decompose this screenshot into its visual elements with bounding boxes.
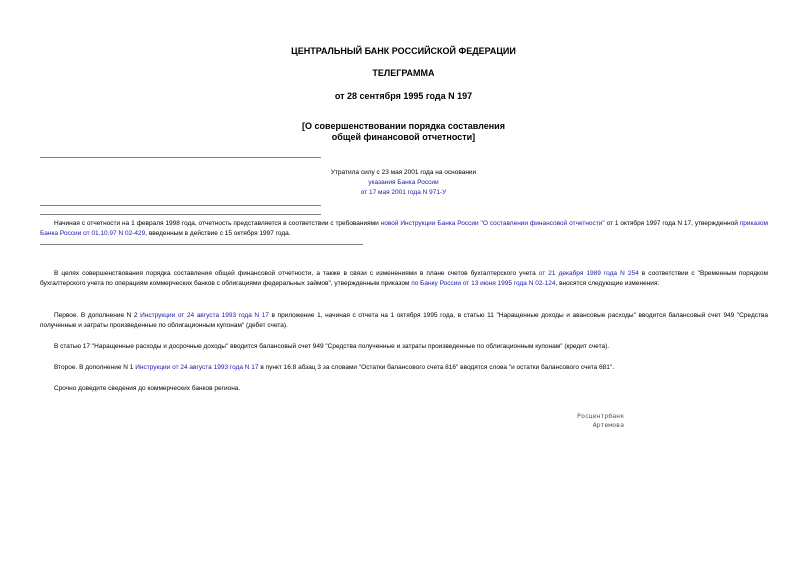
document-type: ТЕЛЕГРАММА (372, 68, 435, 78)
divider (40, 157, 321, 158)
document-title-line2: общей финансовой отчетности] (331, 132, 476, 142)
paragraph-2 (40, 311, 768, 331)
text: в соответствии с "Временным порядком бухгалтерского учета по операциям коммерческих банков с облигациями федеральных займов", утвержденным приказом (40, 270, 769, 287)
instruction-link[interactable]: Инструкции от 24 августа 1993 года N 17 (135, 364, 259, 371)
paragraph-5 (40, 384, 768, 394)
issuer-heading: ЦЕНТРАЛЬНЫЙ БАНК РОССИЙСКОЙ ФЕДЕРАЦИИ (291, 46, 516, 56)
status-note (0, 168, 807, 198)
text: от 1 октября 1997 года N 17, утвержденной (604, 220, 740, 227)
text: Срочно доведите сведения до коммерческих банков региона. (54, 385, 241, 392)
text: , вносятся следующие изменения: (555, 280, 660, 287)
order-link[interactable]: приказом Банка России от 01.10.97 N 02-429 (40, 220, 768, 237)
document-title (0, 121, 807, 143)
signature-org: Росцентрбанк (577, 412, 624, 420)
instruction-link[interactable]: новой Инструкции Банка России "О составлении финансовой отчетности" (380, 220, 605, 227)
divider (40, 214, 321, 215)
text: в приложение 1, начиная с отчета на 1 октября 1995 года, в статью 11 "Наращенные доходы и авансовые расходы" вводится балансовый счет 949 "Средства полученные и затраты произведенные по облигационным купонам" (дебет счета). (40, 312, 768, 329)
text: Первое. В дополнение N 2 (54, 312, 141, 319)
document-title-line1: [О совершенствовании порядка составления (302, 121, 505, 131)
text: в пункт 16.8 абзац 3 за словами "Остатки балансового счета 816" вводятся слова "и остатки балансового счета 681". (258, 364, 615, 371)
document-date-number: от 28 сентября 1995 года N 197 (334, 91, 473, 101)
paragraph-3 (40, 342, 768, 352)
status-note-text: Утратила силу с 23 мая 2001 года на основании (330, 169, 477, 176)
paragraph-1 (40, 269, 768, 289)
divider (40, 244, 363, 245)
status-note-link[interactable]: указания Банка России (368, 179, 439, 186)
status-note-link-date[interactable]: от 17 мая 2001 года N 971-У (360, 189, 447, 196)
text: В статью 17 "Наращенные расходы и досрочные доходы" вводится балансовый счет 949 "Средства полученные и затраты произведенные по облигационным купонам" (кредит счета). (54, 343, 610, 350)
text: Начиная с отчетности на 1 февраля 1998 года, отчетность представляется в соответствии с требованиями (54, 220, 381, 227)
account-plan-link[interactable]: от 21 декабря 1989 года N 254 (538, 270, 639, 277)
paragraph-4 (40, 363, 768, 373)
signature-name: Артемова (592, 421, 624, 429)
instruction-link[interactable]: Инструкции от 24 августа 1993 года N 17 (140, 312, 269, 319)
text: , введенным в действие с 15 октября 1997 года. (145, 230, 291, 237)
text: В целях совершенствования порядка составления общей финансовой отчетности, а также в связи с изменениями в плане счетов бухгалтерского учета (54, 270, 539, 277)
divider (40, 205, 321, 206)
intro-paragraph (40, 219, 768, 239)
order-link[interactable]: по Банку России от 13 июня 1995 года N 02-124 (411, 280, 556, 287)
text: Второе. В дополнение N 1 (54, 364, 136, 371)
signature-block (577, 412, 624, 430)
